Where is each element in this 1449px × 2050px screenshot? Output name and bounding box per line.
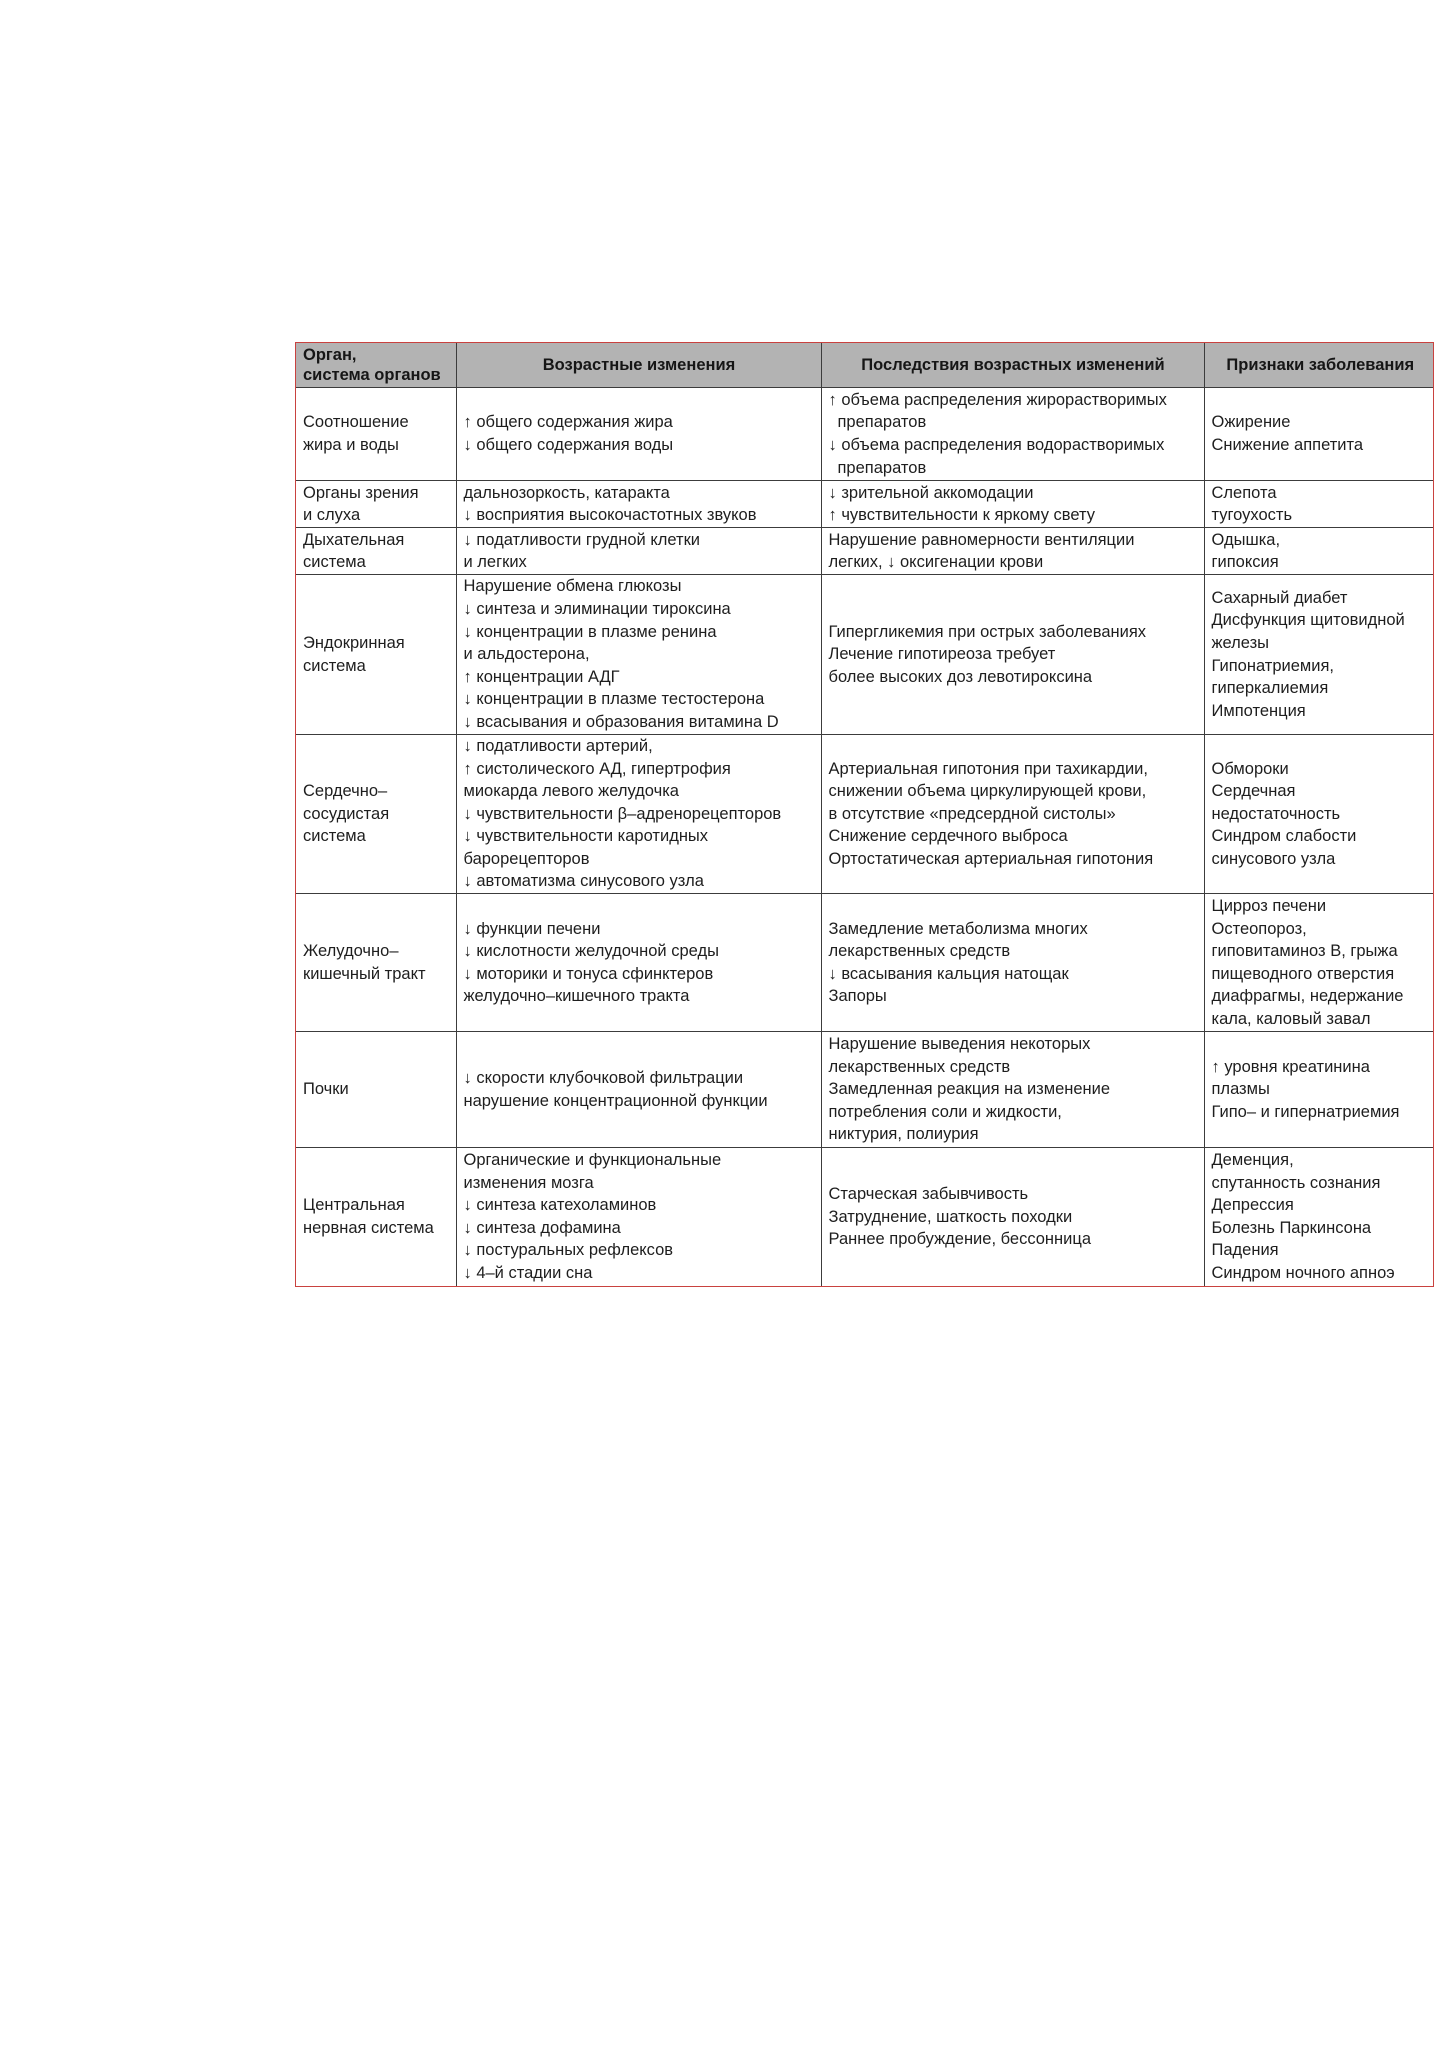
cell-line: более высоких доз левотироксина <box>828 667 1093 686</box>
age-changes-table <box>296 343 1434 1286</box>
cell-line: система <box>303 553 366 572</box>
cell-line: Снижение аппетита <box>1211 436 1364 455</box>
cell-line: система <box>303 656 366 675</box>
cell-line: ↓ автоматизма синусового узла <box>463 872 704 891</box>
cell-signs <box>1204 894 1434 1032</box>
cell-line: Почки <box>303 1080 349 1099</box>
cell-line: диафрагмы, недержание <box>1211 987 1404 1006</box>
cell-line: нервная система <box>303 1218 434 1237</box>
cell-organ <box>296 575 456 734</box>
cell-line: синусового узла <box>1211 849 1336 868</box>
header-organ <box>296 343 456 388</box>
cell-line: Старческая забывчивость <box>828 1184 1029 1203</box>
cell-signs <box>1204 481 1434 528</box>
cell-line: Цирроз печени <box>1211 897 1327 916</box>
cell-line: Сердечная <box>1211 782 1296 801</box>
cell-consequences <box>821 1032 1204 1147</box>
cell-signs <box>1204 575 1434 734</box>
cell-line: ↑ объема распределения жирорастворимых <box>828 390 1167 409</box>
cell-line: Синдром слабости <box>1211 827 1357 846</box>
table-row <box>296 1032 1434 1147</box>
cell-line: ↓ объема распределения водорастворимых <box>828 436 1165 455</box>
cell-consequences <box>821 481 1204 528</box>
cell-line: Нарушение обмена глюкозы <box>463 577 682 596</box>
table-row <box>296 388 1434 481</box>
cell-signs <box>1204 528 1434 575</box>
cell-line: ↓ скорости клубочковой фильтрации <box>463 1068 744 1087</box>
cell-consequences <box>821 528 1204 575</box>
cell-line: кишечный тракт <box>303 964 426 983</box>
cell-line: сосудистая <box>303 804 390 823</box>
cell-line: ↑ общего содержания жира <box>463 413 673 432</box>
cell-line: Замедление метаболизма многих <box>828 919 1088 938</box>
cell-consequences <box>821 388 1204 481</box>
table-row <box>296 575 1434 734</box>
cell-line: Гипергликемия при острых заболеваниях <box>828 622 1147 641</box>
table-row <box>296 481 1434 528</box>
cell-consequences <box>821 1147 1204 1286</box>
cell-line: Дыхательная <box>303 531 405 550</box>
cell-age-changes <box>456 1147 821 1286</box>
cell-line: Органы зрения <box>303 484 419 503</box>
cell-line: препаратов <box>837 458 927 477</box>
cell-line: ↓ функции печени <box>463 919 601 938</box>
cell-line: гиперкалиемия <box>1211 679 1329 698</box>
cell-line: ↓ чувствительности каротидных <box>463 827 709 846</box>
cell-line: Артериальная гипотония при тахикардии, <box>828 759 1148 778</box>
cell-line: система <box>303 827 366 846</box>
table-frame <box>295 342 1434 1287</box>
cell-line: Импотенция <box>1211 701 1306 720</box>
cell-signs <box>1204 1147 1434 1286</box>
cell-line: Гипо– и гипернатриемия <box>1211 1102 1400 1121</box>
cell-line: ↓ податливости артерий, <box>463 736 653 755</box>
table-row <box>296 1147 1434 1286</box>
cell-line: ↓ всасывания кальция натощак <box>828 964 1069 983</box>
cell-line: Раннее пробуждение, бессонница <box>828 1230 1091 1249</box>
cell-line: дальнозоркость, катаракта <box>463 484 670 503</box>
cell-line: ↓ концентрации в плазме тестостерона <box>463 690 765 709</box>
cell-line: ↓ синтеза и элиминации тироксина <box>463 600 731 619</box>
cell-line: пищеводного отверстия <box>1211 964 1395 983</box>
cell-line: ↑ чувствительности к яркому свету <box>828 506 1095 525</box>
cell-line: ↓ концентрации в плазме ренина <box>463 622 717 641</box>
cell-organ <box>296 528 456 575</box>
cell-organ <box>296 481 456 528</box>
cell-line: легких, ↓ оксигенации крови <box>828 553 1044 572</box>
cell-age-changes <box>456 528 821 575</box>
header-consequences <box>821 343 1204 388</box>
cell-line: ↓ кислотности желудочной среды <box>463 942 719 961</box>
cell-line: Ожирение <box>1211 413 1291 432</box>
cell-line: ↓ податливости грудной клетки <box>463 531 701 550</box>
cell-line: снижении объема циркулирующей крови, <box>828 782 1147 801</box>
cell-line: барорецепторов <box>463 849 590 868</box>
cell-age-changes <box>456 388 821 481</box>
cell-line: ↓ моторики и тонуса сфинктеров <box>463 964 714 983</box>
cell-line: железы <box>1211 633 1270 652</box>
cell-line: лекарственных средств <box>828 1057 1011 1076</box>
cell-line: ↓ зрительной аккомодации <box>828 484 1034 503</box>
header-text: Признаки заболевания <box>1226 355 1415 374</box>
cell-signs <box>1204 734 1434 893</box>
cell-line: ↓ синтеза катехоламинов <box>463 1196 657 1215</box>
cell-line: Слепота <box>1211 484 1277 503</box>
cell-line: ↓ синтеза дофамина <box>463 1218 621 1237</box>
cell-age-changes <box>456 575 821 734</box>
cell-consequences <box>821 575 1204 734</box>
cell-line: препаратов <box>837 413 927 432</box>
cell-signs <box>1204 388 1434 481</box>
cell-line: ↓ восприятия высокочастотных звуков <box>463 506 757 525</box>
cell-organ <box>296 1032 456 1147</box>
cell-line: Желудочно– <box>303 942 399 961</box>
cell-line: Ортостатическая артериальная гипотония <box>828 849 1154 868</box>
table-row <box>296 528 1434 575</box>
cell-consequences <box>821 734 1204 893</box>
cell-line: спутанность сознания <box>1211 1173 1381 1192</box>
cell-organ <box>296 1147 456 1286</box>
cell-line: гиповитаминоз В, грыжа <box>1211 942 1398 961</box>
cell-line: Снижение сердечного выброса <box>828 827 1068 846</box>
cell-line: лекарственных средств <box>828 942 1011 961</box>
cell-line: Сердечно– <box>303 782 388 801</box>
cell-line: Органические и функциональные <box>463 1151 722 1170</box>
cell-line: Гипонатриемия, <box>1211 656 1334 675</box>
cell-line: Деменция, <box>1211 1151 1294 1170</box>
cell-age-changes <box>456 734 821 893</box>
cell-line: плазмы <box>1211 1080 1270 1099</box>
cell-age-changes <box>456 894 821 1032</box>
cell-line: ↑ систолического АД, гипертрофия <box>463 759 731 778</box>
cell-line: изменения мозга <box>463 1173 594 1192</box>
cell-line: недостаточность <box>1211 804 1341 823</box>
cell-consequences <box>821 894 1204 1032</box>
cell-line: и легких <box>463 553 527 572</box>
cell-line: ↓ 4–й стадии сна <box>463 1264 593 1283</box>
cell-line: гипоксия <box>1211 553 1279 572</box>
cell-line: нарушение концентрационной функции <box>463 1091 768 1110</box>
cell-line: Запоры <box>828 987 887 1006</box>
cell-line: желудочно–кишечного тракта <box>463 987 690 1006</box>
cell-organ <box>296 388 456 481</box>
cell-age-changes <box>456 481 821 528</box>
cell-organ <box>296 894 456 1032</box>
cell-age-changes <box>456 1032 821 1147</box>
cell-line: Обмороки <box>1211 759 1289 778</box>
header-age-changes <box>456 343 821 388</box>
cell-line: ↓ чувствительности β–адренорецепторов <box>463 804 782 823</box>
table-row <box>296 734 1434 893</box>
cell-line: ↑ уровня креатинина <box>1211 1057 1370 1076</box>
cell-line: ↓ всасывания и образования витамина D <box>463 713 779 732</box>
header-text: Возрастные изменения <box>542 355 736 374</box>
table-row <box>296 894 1434 1032</box>
cell-line: Остеопороз, <box>1211 919 1307 938</box>
cell-line: никтурия, полиурия <box>828 1125 979 1144</box>
cell-line: миокарда левого желудочка <box>463 782 679 801</box>
cell-line: ↓ общего содержания воды <box>463 436 674 455</box>
cell-signs <box>1204 1032 1434 1147</box>
cell-line: Замедленная реакция на изменение <box>828 1080 1111 1099</box>
cell-line: Затруднение, шаткость походки <box>828 1207 1073 1226</box>
header-signs <box>1204 343 1434 388</box>
cell-line: Лечение гипотиреоза требует <box>828 645 1056 664</box>
cell-line: Падения <box>1211 1241 1279 1260</box>
header-text: система органов <box>303 366 441 384</box>
cell-line: Одышка, <box>1211 531 1281 550</box>
cell-line: Соотношение <box>303 413 409 432</box>
cell-line: Депрессия <box>1211 1196 1294 1215</box>
header-row <box>296 343 1434 388</box>
cell-line: Сахарный диабет <box>1211 588 1348 607</box>
cell-line: Нарушение равномерности вентиляции <box>828 531 1135 550</box>
cell-line: жира и воды <box>303 436 399 455</box>
header-text: Последствия возрастных изменений <box>861 355 1165 374</box>
cell-line: и альдостерона, <box>463 645 590 664</box>
cell-line: ↑ концентрации АДГ <box>463 667 620 686</box>
cell-line: тугоухость <box>1211 506 1293 525</box>
cell-line: Эндокринная <box>303 633 405 652</box>
cell-line: в отсутствие «предсердной систолы» <box>828 804 1116 823</box>
cell-line: Нарушение выведения некоторых <box>828 1035 1091 1054</box>
cell-line: и слуха <box>303 506 361 525</box>
cell-line: Центральная <box>303 1196 405 1215</box>
header-text: Орган, <box>303 346 357 364</box>
cell-line: кала, каловый завал <box>1211 1010 1371 1029</box>
cell-line: Синдром ночного апноэ <box>1211 1264 1395 1283</box>
cell-line: Болезнь Паркинсона <box>1211 1218 1372 1237</box>
cell-line: потребления соли и жидкости, <box>828 1102 1062 1121</box>
cell-line: Дисфункция щитовидной <box>1211 611 1405 630</box>
cell-organ <box>296 734 456 893</box>
cell-line: ↓ постуральных рефлексов <box>463 1241 674 1260</box>
